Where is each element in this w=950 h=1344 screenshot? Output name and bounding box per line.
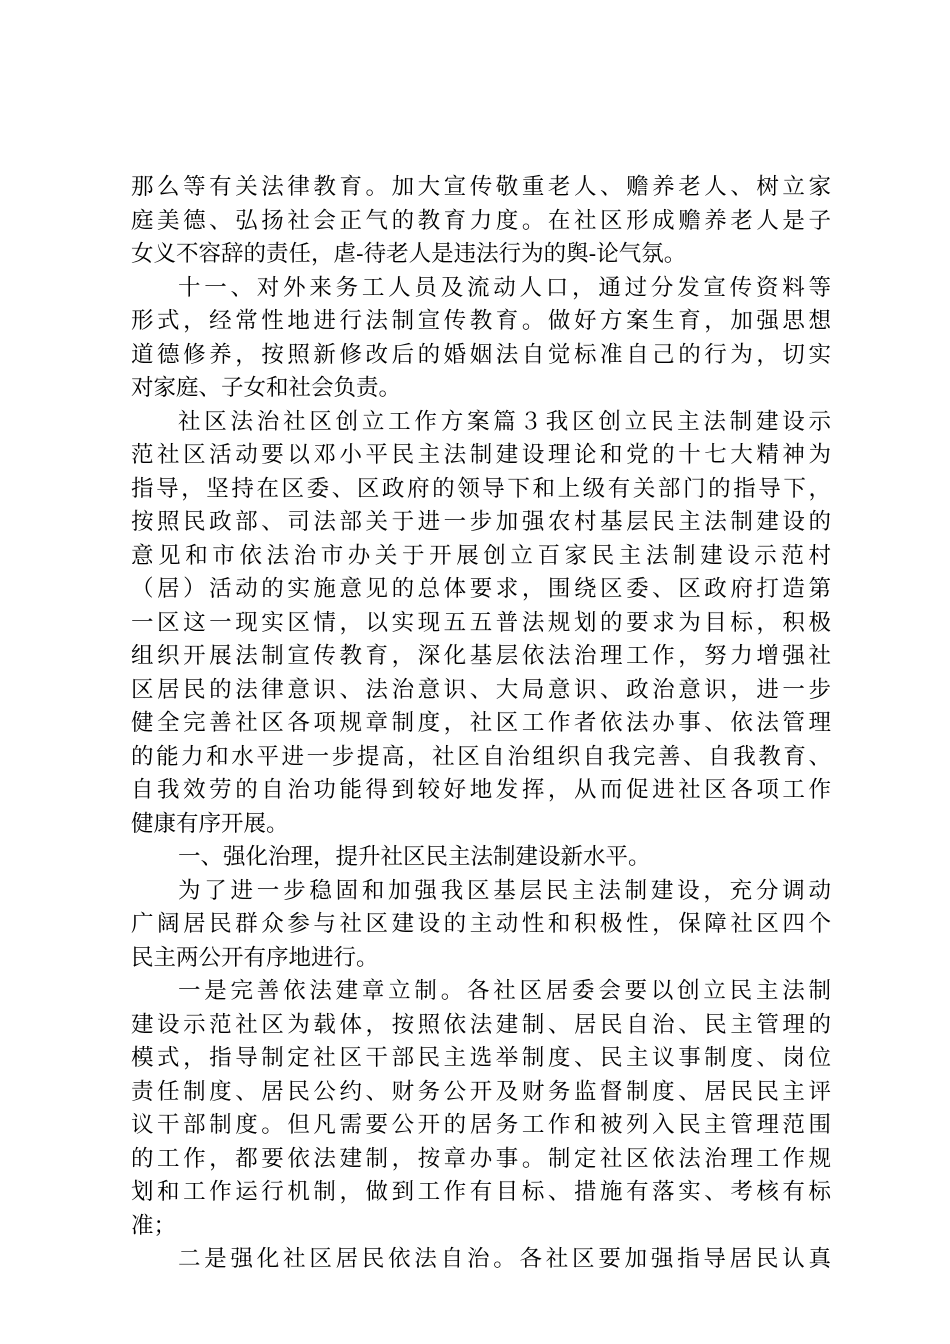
text-line: 广阔居民群众参与社区建设的主动性和积极性，保障社区四个 bbox=[131, 911, 831, 937]
text-line: 的工作，都要依法建制，按章办事。制定社区依法治理工作规 bbox=[131, 1145, 831, 1172]
text-line: 庭美德、弘扬社会正气的教育力度。在社区形成赡养老人是子 bbox=[131, 207, 831, 234]
text-line: 二是强化社区居民依法自治。各社区要加强指导居民认真 bbox=[178, 1246, 831, 1272]
text-line: 议干部制度。但凡需要公开的居务工作和被列入民主管理范围 bbox=[131, 1112, 831, 1138]
text-line: 女义不容辞的责任，虐-待老人是违法行为的舆-论气氛。 bbox=[131, 241, 687, 267]
text-line: 区居民的法律意识、法治意识、大局意识、政治意识，进一步 bbox=[131, 676, 831, 703]
document-body bbox=[131, 171, 831, 1277]
text-line: 民主两公开有序地进行。 bbox=[131, 944, 379, 971]
text-line: 对家庭、子女和社会负责。 bbox=[131, 375, 402, 401]
text-line: 形式，经常性地进行法制宣传教育。做好方案生育，加强思想 bbox=[131, 308, 831, 334]
text-line: （居）活动的实施意见的总体要求，围绕区委、区政府打造第 bbox=[131, 576, 831, 602]
text-line: 模式，指导制定社区干部民主选举制度、民主议事制度、岗位 bbox=[131, 1045, 831, 1071]
text-line: 健全完善社区各项规章制度，社区工作者依法办事、依法管理 bbox=[131, 710, 831, 736]
text-line: 一、强化治理，提升社区民主法制建设新水平。 bbox=[178, 844, 651, 870]
text-line: 组织开展法制宣传教育，深化基层依法治理工作，努力增强社 bbox=[131, 643, 831, 669]
text-line: 按照民政部、司法部关于进一步加强农村基层民主法制建设的 bbox=[131, 509, 831, 535]
text-line: 社区法治社区创立工作方案篇３我区创立民主法制建设示 bbox=[178, 408, 831, 435]
text-line: 范社区活动要以邓小平民主法制建设理论和党的十七大精神为 bbox=[131, 442, 831, 468]
text-line: 一区这一现实区情，以实现五五普法规划的要求为目标，积极 bbox=[131, 609, 831, 636]
text-line: 为了进一步稳固和加强我区基层民主法制建设，充分调动 bbox=[178, 877, 831, 904]
text-line: 指导，坚持在区委、区政府的领导下和上级有关部门的指导下， bbox=[131, 475, 831, 502]
text-line: 准； bbox=[131, 1212, 177, 1239]
text-line: 道德修养，按照新修改后的婚姻法自觉标准自己的行为，切实 bbox=[131, 341, 831, 368]
text-line: 一是完善依法建章立制。各社区居委会要以创立民主法制 bbox=[178, 978, 831, 1004]
text-line: 的能力和水平进一步提高，社区自治组织自我完善、自我教育、 bbox=[131, 743, 831, 770]
text-line: 那么等有关法律教育。加大宣传敬重老人、赡养老人、树立家 bbox=[131, 174, 831, 200]
text-line: 责任制度、居民公约、财务公开及财务监督制度、居民民主评 bbox=[131, 1078, 831, 1105]
text-line: 意见和市依法治市办关于开展创立百家民主法制建设示范村 bbox=[131, 542, 831, 569]
text-line: 十一、对外来务工人员及流动人口，通过分发宣传资料等 bbox=[178, 274, 831, 301]
text-line: 健康有序开展。 bbox=[131, 810, 289, 837]
text-line: 建设示范社区为载体，按照依法建制、居民自治、民主管理的 bbox=[131, 1011, 831, 1038]
text-line: 自我效劳的自治功能得到较好地发挥，从而促进社区各项工作 bbox=[131, 777, 831, 803]
text-line: 划和工作运行机制，做到工作有目标、措施有落实、考核有标 bbox=[131, 1179, 831, 1205]
